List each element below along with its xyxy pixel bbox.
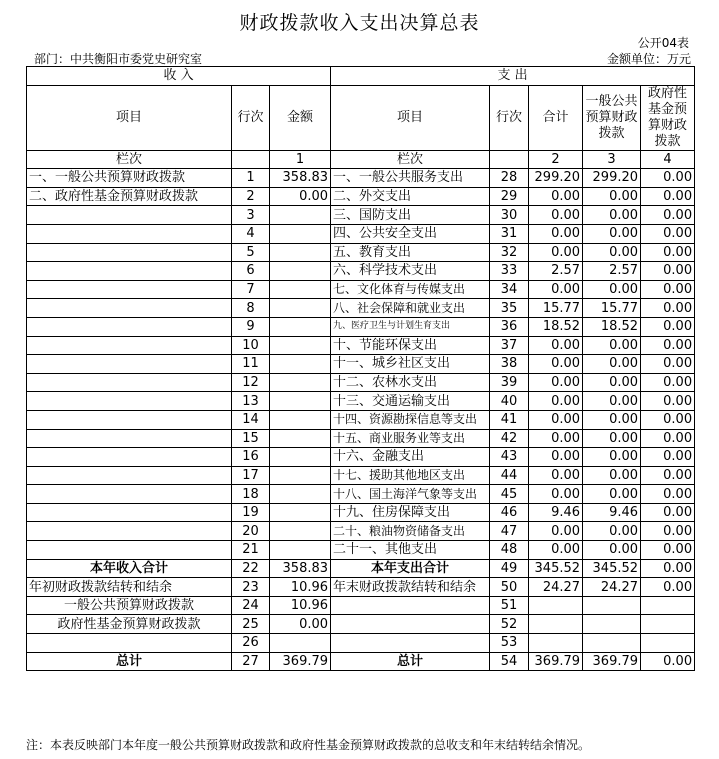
income-subtotal-label: 本年收入合计 [27, 559, 232, 578]
table-row [27, 299, 695, 318]
expense-line-no: 40 [490, 392, 529, 411]
income-item [27, 522, 232, 541]
gov-fund-amount: 0.00 [641, 522, 695, 541]
carryover-row [27, 615, 695, 634]
income-item [27, 392, 232, 411]
table-row [27, 280, 695, 299]
expense-item: 十八、国土海洋气象等支出 [331, 485, 490, 504]
expense-total: 9.46 [529, 503, 583, 522]
expense-item: 十六、金融支出 [331, 448, 490, 467]
expense-line-no: 49 [490, 559, 529, 578]
general-budget-amount: 345.52 [583, 559, 641, 578]
expense-line-no: 43 [490, 448, 529, 467]
col-index-4: 4 [641, 150, 695, 169]
col-index-1: 1 [270, 150, 331, 169]
empty-cell [232, 150, 270, 169]
carryover-row [27, 578, 695, 597]
general-budget-amount: 18.52 [583, 317, 641, 336]
gov-fund-amount: 0.00 [641, 280, 695, 299]
expense-line-no: 38 [490, 355, 529, 374]
income-line-no: 5 [232, 243, 270, 262]
column-header-row [27, 85, 695, 150]
expense-item: 八、社会保障和就业支出 [331, 299, 490, 318]
expense-item [331, 634, 490, 653]
income-subtotal-amount: 358.83 [270, 559, 331, 578]
expense-line-no: 42 [490, 429, 529, 448]
gov-fund-amount: 0.00 [641, 336, 695, 355]
gov-fund-amount: 0.00 [641, 187, 695, 206]
general-budget-amount: 0.00 [583, 206, 641, 225]
expense-total: 0.00 [529, 373, 583, 392]
gov-fund-amount: 0.00 [641, 373, 695, 392]
income-line-no: 12 [232, 373, 270, 392]
income-line-no: 11 [232, 355, 270, 374]
income-line-no: 17 [232, 466, 270, 485]
general-budget-amount: 2.57 [583, 262, 641, 281]
income-amount [270, 392, 331, 411]
table-row [27, 262, 695, 281]
expense-line-no: 44 [490, 466, 529, 485]
income-amount [270, 448, 331, 467]
income-line-no: 13 [232, 392, 270, 411]
expense-item: 十、节能环保支出 [331, 336, 490, 355]
expense-total: 0.00 [529, 206, 583, 225]
form-code: 公开04表 [637, 36, 689, 50]
income-item [27, 280, 232, 299]
expense-total [529, 596, 583, 615]
table-row [27, 429, 695, 448]
budget-table [26, 66, 695, 671]
income-item-header: 项目 [27, 85, 232, 150]
income-amount [270, 224, 331, 243]
expense-total: 0.00 [529, 224, 583, 243]
unit-label: 金额单位：万元 [606, 52, 691, 66]
income-item [27, 634, 232, 653]
general-budget-amount [583, 615, 641, 634]
income-item [27, 410, 232, 429]
expense-subtotal-label: 本年支出合计 [331, 559, 490, 578]
income-line-no: 20 [232, 522, 270, 541]
expense-total: 0.00 [529, 429, 583, 448]
expense-total [529, 615, 583, 634]
carryover-row [27, 596, 695, 615]
expense-total: 345.52 [529, 559, 583, 578]
income-grand-total-amount: 369.79 [270, 652, 331, 671]
expense-line-no: 36 [490, 317, 529, 336]
table-row [27, 541, 695, 560]
table-row [27, 206, 695, 225]
income-item [27, 485, 232, 504]
table-row [27, 373, 695, 392]
income-item [27, 299, 232, 318]
gov-fund-amount: 0.00 [641, 578, 695, 597]
income-amount [270, 317, 331, 336]
general-budget-amount: 24.27 [583, 578, 641, 597]
col-index-2: 2 [529, 150, 583, 169]
table-row [27, 466, 695, 485]
income-amount: 358.83 [270, 169, 331, 188]
general-budget-amount: 0.00 [583, 410, 641, 429]
report-title: 财政拨款收入支出决算总表 [239, 12, 480, 34]
expense-line-header: 行次 [490, 85, 529, 150]
col-index-3: 3 [583, 150, 641, 169]
gov-fund-amount: 0.00 [641, 224, 695, 243]
gov-fund-amount [641, 596, 695, 615]
expense-line-no: 29 [490, 187, 529, 206]
gov-fund-amount: 0.00 [641, 355, 695, 374]
income-amount [270, 355, 331, 374]
general-budget-amount: 0.00 [583, 466, 641, 485]
general-budget-amount: 0.00 [583, 355, 641, 374]
expense-line-no: 47 [490, 522, 529, 541]
income-line-no: 18 [232, 485, 270, 504]
general-budget-amount: 0.00 [583, 392, 641, 411]
gov-fund-amount: 0.00 [641, 485, 695, 504]
income-amount: 0.00 [270, 615, 331, 634]
income-line-no: 23 [232, 578, 270, 597]
expense-item: 九、医疗卫生与计划生育支出 [331, 317, 490, 336]
table-row [27, 243, 695, 262]
lanci-label-2: 栏次 [331, 150, 490, 169]
income-line-no: 14 [232, 410, 270, 429]
income-item: 政府性基金预算财政拨款 [27, 615, 232, 634]
general-budget-amount: 15.77 [583, 299, 641, 318]
table-row [27, 317, 695, 336]
expense-line-no: 32 [490, 243, 529, 262]
income-item [27, 243, 232, 262]
expense-total: 0.00 [529, 485, 583, 504]
income-amount [270, 410, 331, 429]
income-item [27, 224, 232, 243]
gov-fund-amount: 0.00 [641, 392, 695, 411]
expense-total: 0.00 [529, 336, 583, 355]
section-header-row [27, 67, 695, 86]
expense-grand-total-label: 总计 [331, 652, 490, 671]
expense-line-no: 31 [490, 224, 529, 243]
income-item [27, 262, 232, 281]
expense-total: 0.00 [529, 541, 583, 560]
income-amount [270, 299, 331, 318]
income-item [27, 336, 232, 355]
expense-total [529, 634, 583, 653]
gov-fund-amount [641, 634, 695, 653]
expense-total: 0.00 [529, 522, 583, 541]
gov-fund-amount: 0.00 [641, 429, 695, 448]
general-budget-amount: 0.00 [583, 336, 641, 355]
income-item [27, 373, 232, 392]
table-row [27, 522, 695, 541]
expense-line-no: 28 [490, 169, 529, 188]
income-item: 一、一般公共预算财政拨款 [27, 169, 232, 188]
expense-total: 369.79 [529, 652, 583, 671]
income-line-no: 9 [232, 317, 270, 336]
income-amount [270, 634, 331, 653]
expense-item: 十三、交通运输支出 [331, 392, 490, 411]
expense-total: 299.20 [529, 169, 583, 188]
expense-line-no: 45 [490, 485, 529, 504]
income-amount-header: 金额 [270, 85, 331, 150]
income-item [27, 466, 232, 485]
gov-fund-amount: 0.00 [641, 652, 695, 671]
expense-item: 十二、农林水支出 [331, 373, 490, 392]
expense-total: 0.00 [529, 280, 583, 299]
expense-item: 五、教育支出 [331, 243, 490, 262]
table-row [27, 485, 695, 504]
expense-line-no: 48 [490, 541, 529, 560]
expense-item: 年末财政拨款结转和结余 [331, 578, 490, 597]
income-item [27, 317, 232, 336]
general-budget-amount [583, 634, 641, 653]
income-line-no: 21 [232, 541, 270, 560]
expense-item: 七、文化体育与传媒支出 [331, 280, 490, 299]
income-amount [270, 485, 331, 504]
income-line-no: 3 [232, 206, 270, 225]
income-amount [270, 280, 331, 299]
expense-item: 二十、粮油物资储备支出 [331, 522, 490, 541]
expense-line-no: 39 [490, 373, 529, 392]
income-item [27, 429, 232, 448]
expense-total: 0.00 [529, 243, 583, 262]
income-line-no: 19 [232, 503, 270, 522]
expense-item: 一、一般公共服务支出 [331, 169, 490, 188]
income-amount: 0.00 [270, 187, 331, 206]
expense-line-no: 41 [490, 410, 529, 429]
expense-line-no: 35 [490, 299, 529, 318]
expense-section-header: 支 出 [331, 67, 695, 86]
income-line-no: 27 [232, 652, 270, 671]
carryover-row [27, 634, 695, 653]
table-row [27, 392, 695, 411]
general-budget-amount: 0.00 [583, 522, 641, 541]
lanci-label: 栏次 [27, 150, 232, 169]
expense-item: 十五、商业服务业等支出 [331, 429, 490, 448]
expense-item: 十一、城乡社区支出 [331, 355, 490, 374]
expense-line-no: 50 [490, 578, 529, 597]
gov-fund-amount: 0.00 [641, 206, 695, 225]
expense-line-no: 51 [490, 596, 529, 615]
expense-total: 15.77 [529, 299, 583, 318]
income-amount [270, 503, 331, 522]
gov-fund-amount: 0.00 [641, 559, 695, 578]
general-budget-amount: 0.00 [583, 280, 641, 299]
general-budget-amount [583, 596, 641, 615]
income-amount [270, 262, 331, 281]
expense-total: 18.52 [529, 317, 583, 336]
general-budget-amount: 9.46 [583, 503, 641, 522]
income-line-no: 4 [232, 224, 270, 243]
expense-total: 0.00 [529, 355, 583, 374]
income-item [27, 448, 232, 467]
expense-line-no: 46 [490, 503, 529, 522]
expense-item: 十四、资源勘探信息等支出 [331, 410, 490, 429]
gov-fund-amount: 0.00 [641, 169, 695, 188]
general-budget-amount: 0.00 [583, 448, 641, 467]
gov-fund-amount [641, 615, 695, 634]
income-line-no: 16 [232, 448, 270, 467]
expense-total: 0.00 [529, 392, 583, 411]
expense-line-no: 30 [490, 206, 529, 225]
empty-cell [490, 150, 529, 169]
income-section-header: 收 入 [27, 67, 331, 86]
expense-item: 二、外交支出 [331, 187, 490, 206]
expense-item [331, 615, 490, 634]
table-row [27, 336, 695, 355]
gov-fund-amount: 0.00 [641, 466, 695, 485]
general-budget-amount: 0.00 [583, 373, 641, 392]
general-budget-amount: 0.00 [583, 429, 641, 448]
income-amount: 10.96 [270, 596, 331, 615]
gov-fund-amount: 0.00 [641, 503, 695, 522]
income-line-no: 2 [232, 187, 270, 206]
income-item [27, 541, 232, 560]
grand-total-row [27, 652, 695, 671]
expense-line-no: 37 [490, 336, 529, 355]
table-row [27, 410, 695, 429]
income-line-no: 6 [232, 262, 270, 281]
table-row [27, 224, 695, 243]
general-budget-header: 一般公共预算财政拨款 [583, 85, 641, 150]
income-line-no: 8 [232, 299, 270, 318]
gov-fund-amount: 0.00 [641, 448, 695, 467]
gov-fund-amount: 0.00 [641, 243, 695, 262]
gov-fund-amount: 0.00 [641, 262, 695, 281]
income-item [27, 355, 232, 374]
general-budget-amount: 0.00 [583, 485, 641, 504]
gov-fund-header: 政府性基金预算财政拨款 [641, 85, 695, 150]
general-budget-amount: 0.00 [583, 187, 641, 206]
general-budget-amount: 0.00 [583, 541, 641, 560]
income-amount [270, 243, 331, 262]
expense-line-no: 33 [490, 262, 529, 281]
expense-item: 二十一、其他支出 [331, 541, 490, 560]
expense-item [331, 596, 490, 615]
expense-line-no: 34 [490, 280, 529, 299]
expense-item: 十七、援助其他地区支出 [331, 466, 490, 485]
general-budget-amount: 369.79 [583, 652, 641, 671]
expense-total: 2.57 [529, 262, 583, 281]
income-amount [270, 466, 331, 485]
expense-item-header: 项目 [331, 85, 490, 150]
footnote: 注：本表反映部门本年度一般公共预算财政拨款和政府性基金预算财政拨款的总收支和年末结转结余情况。 [26, 738, 591, 752]
expense-line-no: 53 [490, 634, 529, 653]
expense-total: 0.00 [529, 187, 583, 206]
table-row [27, 503, 695, 522]
expense-total: 0.00 [529, 448, 583, 467]
expense-total-header: 合计 [529, 85, 583, 150]
income-item [27, 206, 232, 225]
column-index-row [27, 150, 695, 169]
income-line-no: 24 [232, 596, 270, 615]
expense-total: 0.00 [529, 410, 583, 429]
subtotal-row [27, 559, 695, 578]
expense-total: 0.00 [529, 466, 583, 485]
income-line-header: 行次 [232, 85, 270, 150]
income-line-no: 22 [232, 559, 270, 578]
income-line-no: 26 [232, 634, 270, 653]
table-row [27, 355, 695, 374]
income-amount [270, 541, 331, 560]
general-budget-amount: 0.00 [583, 224, 641, 243]
general-budget-amount: 299.20 [583, 169, 641, 188]
table-row [27, 169, 695, 188]
income-amount [270, 429, 331, 448]
general-budget-amount: 0.00 [583, 243, 641, 262]
expense-total: 24.27 [529, 578, 583, 597]
income-item [27, 503, 232, 522]
gov-fund-amount: 0.00 [641, 317, 695, 336]
income-amount [270, 206, 331, 225]
income-line-no: 10 [232, 336, 270, 355]
income-line-no: 1 [232, 169, 270, 188]
gov-fund-amount: 0.00 [641, 541, 695, 560]
table-row [27, 187, 695, 206]
gov-fund-amount: 0.00 [641, 410, 695, 429]
income-amount [270, 373, 331, 392]
table-row [27, 448, 695, 467]
expense-item: 六、科学技术支出 [331, 262, 490, 281]
gov-fund-amount: 0.00 [641, 299, 695, 318]
income-item: 年初财政拨款结转和结余 [27, 578, 232, 597]
expense-item: 四、公共安全支出 [331, 224, 490, 243]
expense-item: 十九、住房保障支出 [331, 503, 490, 522]
income-amount: 10.96 [270, 578, 331, 597]
income-item: 二、政府性基金预算财政拨款 [27, 187, 232, 206]
income-amount [270, 336, 331, 355]
income-grand-total-label: 总计 [27, 652, 232, 671]
expense-line-no: 52 [490, 615, 529, 634]
income-line-no: 7 [232, 280, 270, 299]
income-amount [270, 522, 331, 541]
income-line-no: 25 [232, 615, 270, 634]
expense-line-no: 54 [490, 652, 529, 671]
income-item: 一般公共预算财政拨款 [27, 596, 232, 615]
department-label: 部门：中共衡阳市委党史研究室 [34, 52, 203, 66]
expense-item: 三、国防支出 [331, 206, 490, 225]
income-line-no: 15 [232, 429, 270, 448]
